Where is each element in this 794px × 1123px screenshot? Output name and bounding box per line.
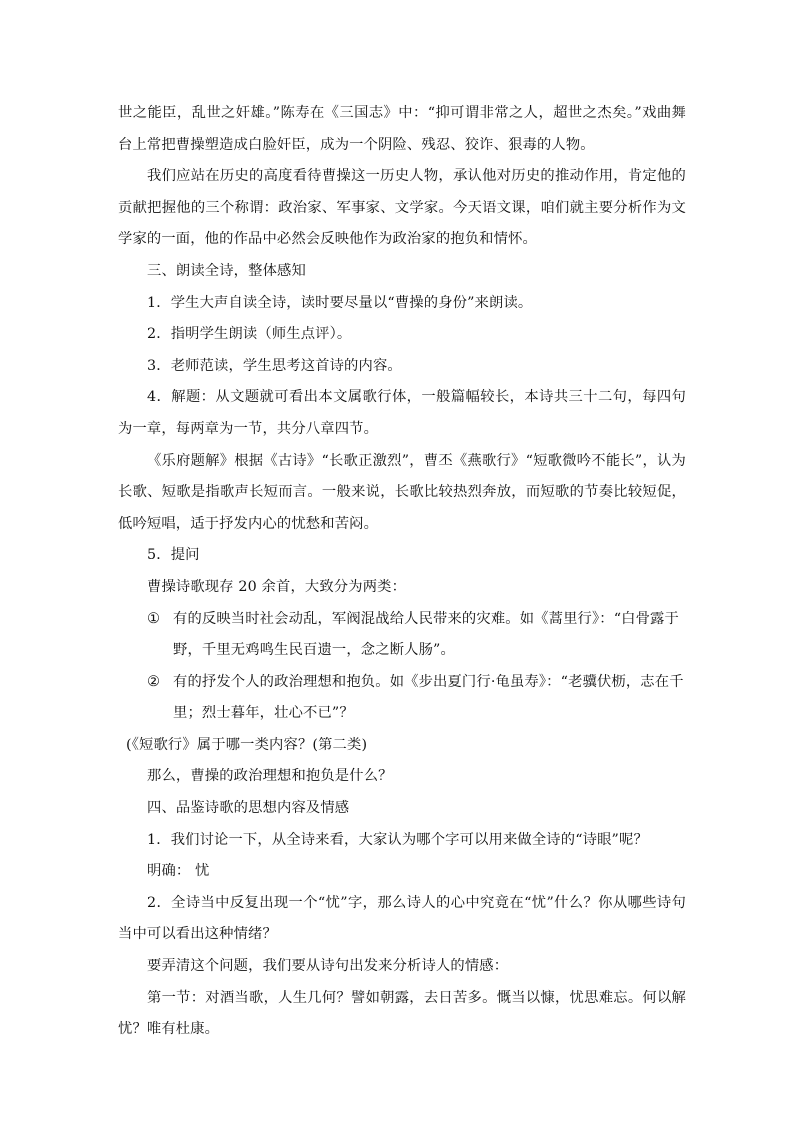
question-2: 2．全诗当中反复出现一个“忧”字，那么诗人的心中究竟在“忧”什么？你从哪些诗句当中可以看出这种情绪？	[118, 894, 686, 943]
step-1: 1．学生大声自读全诗，读时要尽量以“曹操的身份”来朗读。	[147, 294, 533, 311]
paragraph-2: 我们应站在历史的高度看待曹操这一历史人物，承认他对历史的推动作用，肯定他的贡献把握他的三个称谓：政治家、军事家、文学家。今天语文课，咱们就主要分析作为文学家的一面，他的作品中必然会反映他作为政治家的抱负和情怀。	[118, 168, 686, 248]
section-heading-3: 三、朗读全诗，整体感知	[147, 262, 306, 279]
section-heading-4: 四、品鉴诗歌的思想内容及情感	[147, 800, 350, 817]
paragraph-section-one: 第一节：对酒当歌，人生几何？譬如朝露，去日苦多。慨当以慷，忧思难忘。何以解忧？唯有杜康。	[118, 989, 686, 1038]
paragraph-question-category: (《短歌行》属于哪一类内容？(第二类)	[126, 736, 368, 753]
list-item-text: 有的反映当时社会动乱，军阀混战给人民带来的灾难。如《蒿里行》：“白骨露于野，千里无鸡鸣生民百遗一，念之断人肠”。	[173, 610, 679, 659]
step-3: 3．老师范读，学生思考这首诗的内容。	[147, 357, 402, 374]
paragraph-yuefu: 《乐府题解》根据《古诗》“长歌正激烈”，曹丕《燕歌行》“短歌微吟不能长”，认为长歌、短歌是指歌声长短而言。一般来说，长歌比较热烈奔放，而短歌的节奏比较短促，低吟短唱，适于抒发内心的忧愁和苦闷。	[118, 452, 686, 532]
list-item	[118, 604, 686, 667]
list-item	[118, 667, 686, 730]
answer-1: 明确： 忧	[147, 863, 210, 880]
paragraph-1: 世之能臣，乱世之奸雄。”陈寿在《三国志》中：“抑可谓非常之人，超世之杰矣。”戏曲舞台上常把曹操塑造成白脸奸臣，成为一个阴险、残忍、狡诈、狠毒的人物。	[118, 105, 686, 153]
step-4: 4．解题：从文题就可看出本文属歌行体，一般篇幅较长，本诗共三十二句，每四句为一章，每两章为一节，共分八章四节。	[118, 389, 686, 437]
question-1: 1．我们讨论一下，从全诗来看，大家认为哪个字可以用来做全诗的“诗眼”呢？	[147, 831, 648, 848]
paragraph-question-ideal: 那么，曹操的政治理想和抱负是什么？	[147, 768, 393, 785]
document-body	[118, 98, 686, 1046]
step-5: 5．提问	[147, 547, 200, 564]
paragraph-analysis-intro: 要弄清这个问题，我们要从诗句出发来分析诗人的情感：	[147, 958, 509, 975]
step-2: 2．指明学生朗读（师生点评）。	[147, 326, 352, 343]
paragraph-poem-count: 曹操诗歌现存 20 余首，大致分为两类：	[147, 578, 407, 595]
list-marker: ②	[147, 673, 160, 690]
list-marker: ①	[147, 610, 160, 627]
list-item-text: 有的抒发个人的政治理想和抱负。如《步出夏门行·龟虽寿》：“老骥伏枥，志在千里；烈士暮年，壮心不已”？	[173, 673, 684, 722]
